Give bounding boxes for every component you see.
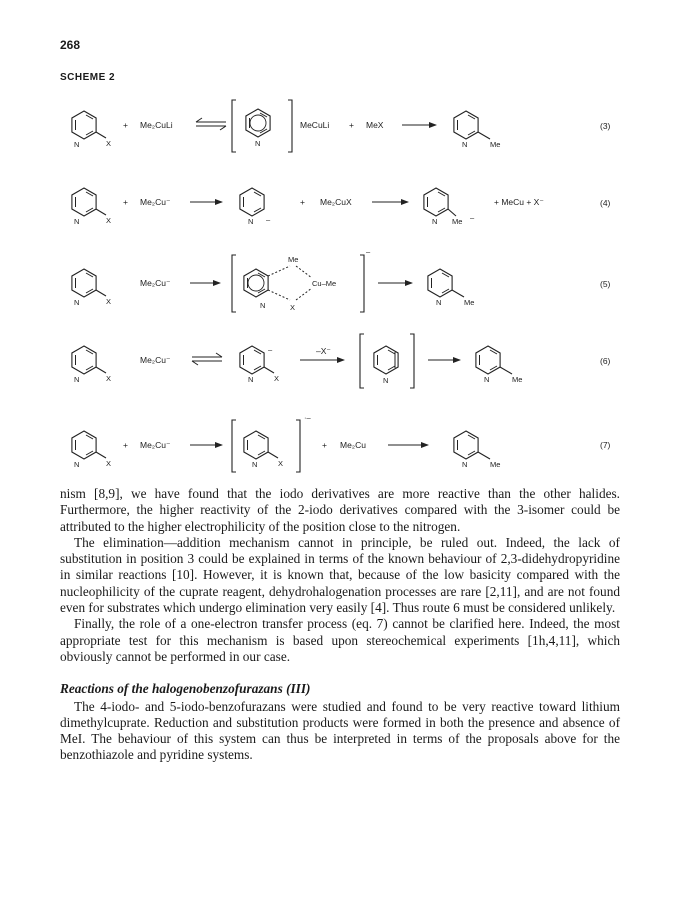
svg-text:Me₂Cu⁻: Me₂Cu⁻ xyxy=(140,278,171,288)
paragraph: The elimination—addition mechanism cannot in principle, be ruled out. Indeed, the lack of substitution in position 3 could be explained in terms of the known behaviour of 2,3-didehydropyridine in similar reactions [10]. However, it is known that, because of the low basicity compared with the nucleophilicity of the cuprate reagent, dehydrohalogenation processes are rare [2,11], and are not found even for substrates which undergo elimination very easily [4]. Thus route 6 must be considered unlikely. xyxy=(60,534,620,616)
atom-n: N xyxy=(74,140,80,149)
svg-text:–: – xyxy=(266,215,271,224)
svg-text:(5): (5) xyxy=(600,279,611,289)
svg-text:N: N xyxy=(260,301,266,310)
svg-text:–: – xyxy=(470,213,475,222)
reaction-7 xyxy=(72,413,611,472)
svg-text:Me: Me xyxy=(464,298,475,307)
body-text xyxy=(60,486,620,764)
svg-text:N: N xyxy=(74,375,80,384)
svg-text:X: X xyxy=(106,216,112,225)
svg-text:N: N xyxy=(74,217,80,226)
svg-text:X: X xyxy=(106,374,112,383)
section-heading: Reactions of the halogenobenzofurazans (III) xyxy=(60,681,311,697)
scheme-title: SCHEME 2 xyxy=(60,72,116,83)
svg-text:Me: Me xyxy=(512,375,523,384)
reagent: Me₂CuLi xyxy=(140,120,173,130)
svg-text:N: N xyxy=(248,375,254,384)
paragraph: The 4-iodo- and 5-iodo-benzofurazans were studied and found to be very reactive toward lithium dimethylcuprate. Reduction and substitution products were formed in both the presence and absence of MeI. The behaviour of this system can thus be interpreted in terms of the proposals above for the benzothiazole and pyridine systems. xyxy=(60,698,620,763)
svg-text:+: + xyxy=(322,440,327,450)
svg-text:X: X xyxy=(278,459,284,468)
svg-text:N: N xyxy=(74,460,80,469)
reaction-scheme xyxy=(0,90,680,490)
svg-text:Me: Me xyxy=(490,140,501,149)
svg-text:+: + xyxy=(300,197,305,207)
svg-text:N: N xyxy=(383,376,389,385)
svg-text:–: – xyxy=(366,247,371,256)
svg-text:+: + xyxy=(123,120,128,130)
svg-text:Me: Me xyxy=(288,255,299,264)
svg-text:Cu–Me: Cu–Me xyxy=(312,279,337,288)
svg-text:N: N xyxy=(462,140,468,149)
svg-text:N: N xyxy=(436,298,442,307)
svg-text:MeX: MeX xyxy=(366,120,384,130)
svg-text:N: N xyxy=(248,217,254,226)
svg-text:Me₂Cu⁻: Me₂Cu⁻ xyxy=(140,197,171,207)
svg-text:N: N xyxy=(252,460,258,469)
svg-text:N: N xyxy=(484,375,490,384)
reaction-5 xyxy=(72,247,611,312)
paragraph: Finally, the role of a one-electron transfer process (eq. 7) cannot be clarified here. Indeed, the most appropriate test for this mechanism is based upon stereochemical experiments [1h,4,11], which obviously cannot be performed in our case. xyxy=(60,616,620,664)
paragraph: nism [8,9], we have found that the iodo derivatives are more reactive than the other halides. Furthermore, the higher reactivity of the 2-iodo derivatives compared with the 3-isomer could be attributed to the higher electrophilicity of the position close to the nitrogen. xyxy=(60,486,620,534)
page-number: 268 xyxy=(60,38,81,52)
svg-text:+: + xyxy=(349,120,354,130)
svg-text:+: + xyxy=(123,197,128,207)
svg-text:N: N xyxy=(462,460,468,469)
svg-text:+ MeCu + X⁻: + MeCu + X⁻ xyxy=(494,197,544,207)
svg-text:Me: Me xyxy=(490,460,501,469)
reaction-3 xyxy=(72,100,611,152)
svg-text:X: X xyxy=(290,303,296,312)
svg-text:Me: Me xyxy=(452,217,463,226)
svg-text:X: X xyxy=(274,374,280,383)
svg-text:Me₂CuX: Me₂CuX xyxy=(320,197,352,207)
svg-text:Me₂Cu: Me₂Cu xyxy=(340,440,366,450)
svg-text:X: X xyxy=(106,459,112,468)
svg-text:N: N xyxy=(255,139,261,148)
svg-text:·–: ·– xyxy=(304,413,311,422)
svg-text:+: + xyxy=(123,440,128,450)
atom-x: X xyxy=(106,139,112,148)
svg-text:MeCuLi: MeCuLi xyxy=(300,120,330,130)
svg-text:(4): (4) xyxy=(600,198,611,208)
reaction-6 xyxy=(72,334,611,388)
svg-text:X: X xyxy=(106,297,112,306)
svg-text:(6): (6) xyxy=(600,356,611,366)
svg-text:Me₂Cu⁻: Me₂Cu⁻ xyxy=(140,440,171,450)
svg-text:N: N xyxy=(74,298,80,307)
svg-text:N: N xyxy=(432,217,438,226)
reaction-4 xyxy=(72,188,611,226)
svg-text:Me₂Cu⁻: Me₂Cu⁻ xyxy=(140,355,171,365)
svg-text:–X⁻: –X⁻ xyxy=(316,346,331,356)
svg-text:(7): (7) xyxy=(600,440,611,450)
equation-number: (3) xyxy=(600,121,611,131)
svg-text:–: – xyxy=(268,345,273,354)
